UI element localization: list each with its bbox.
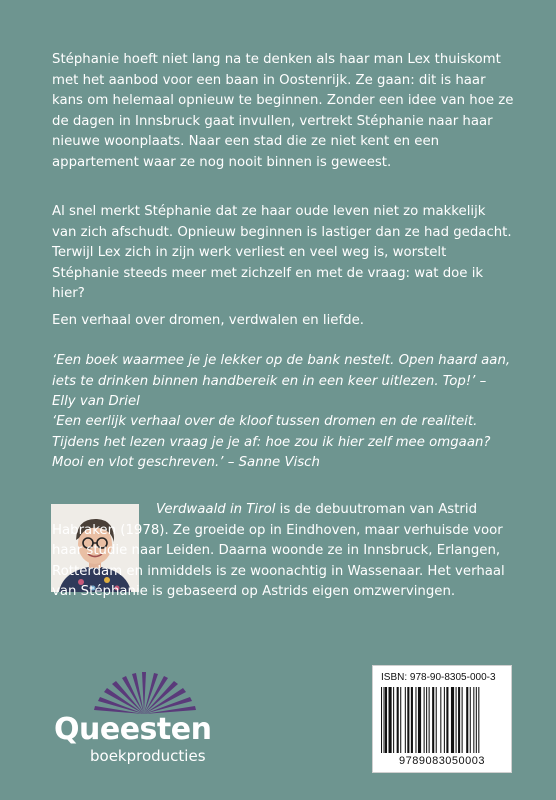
quote-text: ‘Een eerlijk verhaal over de kloof tussen dromen en de realiteit. Tijdens het lezen vraag je je af: hoe zou ik hier zelf mee omgaan? Mooi en vlot geschreven.’ xyxy=(52,414,491,471)
lotus-icon xyxy=(84,668,204,716)
bio-text: is de debuutroman van Astrid Habraken (1978). Ze groeide op in Eindhoven, maar verhuisde voor haar studie naar Leiden. Daarna woonde ze in Innsbruck, Erlangen, Rotterdam en inmiddels is ze woonachtig in Wassenaar. Het verhaal van Stéphanie is gebaseerd op Astrids eigen omzwervingen. xyxy=(52,502,505,600)
isbn-digits: 9789083050003 xyxy=(398,755,486,767)
blurb-paragraph-3: Een verhaal over dromen, verdwalen en liefde. xyxy=(52,313,365,328)
review-quote-2 xyxy=(52,412,514,474)
blurb-paragraph-2: Al snel merkt Stéphanie dat ze haar oude leven niet zo makkelijk van zich afschudt. Opnieuw beginnen is lastiger dan ze had gedacht. Terwijl Lex zich in zijn werk verliest en veel weg is, worstelt Stéphanie steeds meer met zichzelf en met de vraag: wat doe ik hier? xyxy=(52,204,512,302)
isbn-label: ISBN: 978-90-8305-000-3 xyxy=(381,672,496,683)
publisher-logo xyxy=(50,668,230,778)
quote-author: – Sanne Visch xyxy=(223,455,320,471)
author-bio xyxy=(52,500,522,603)
review-quote-1 xyxy=(52,351,514,413)
publisher-name: Queesten xyxy=(54,712,212,747)
isbn-barcode xyxy=(372,665,512,773)
quote-text: ‘Een boek waarmee je je lekker op de bank nestelt. Open haard aan, iets te drinken binnen handbereik en in een keer uitlezen. Top!’ xyxy=(52,353,511,389)
barcode-bars xyxy=(379,687,505,753)
blurb-paragraph-1: Stéphanie hoeft niet lang na te denken als haar man Lex thuiskomt met het aanbod voor een baan in Oostenrijk. Ze gaan: dit is haar kans om helemaal opnieuw te beginnen. Zonder een idee van hoe ze de dagen in Innsbruck gaat invullen, vertrekt Stéphanie naar haar nieuwe woonplaats. Naar een stad die ze niet kent en een appartement waar ze nog nooit binnen is geweest. xyxy=(52,52,514,170)
book-title: Verdwaald in Tirol xyxy=(156,502,276,517)
quote-author: – Elly van Driel xyxy=(52,373,487,410)
publisher-subtitle: boekproducties xyxy=(90,747,206,765)
